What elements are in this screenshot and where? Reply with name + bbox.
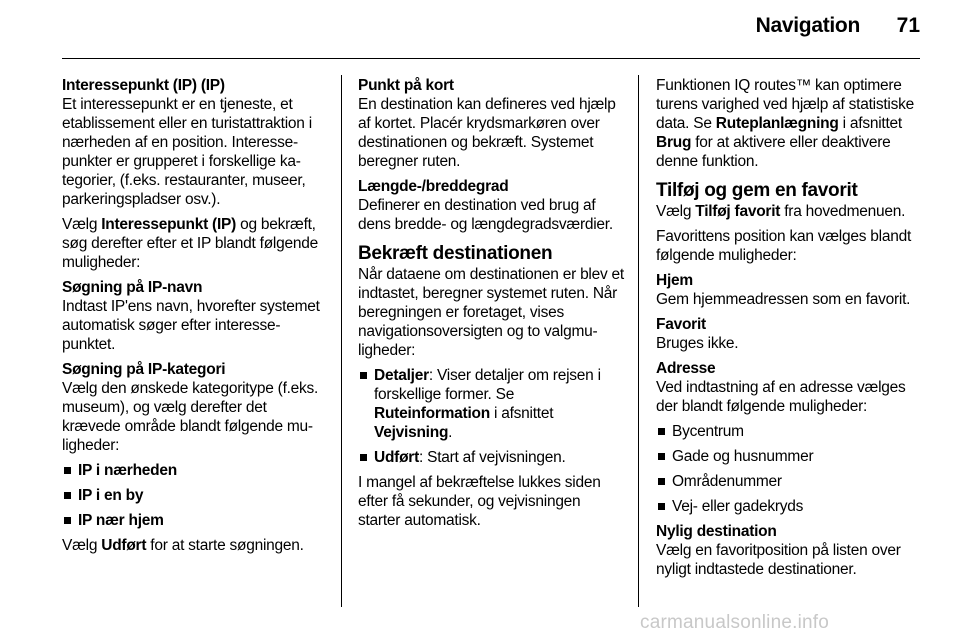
list-item (656, 422, 926, 441)
definition-hjem: Gem hjemmeadressen som en favorit. (656, 291, 911, 308)
favorite-position-text: Favorittens position kan vælges blandt følgende muligheder: (656, 228, 912, 264)
option-label: IP nær hjem (78, 512, 164, 529)
list-item (358, 366, 626, 442)
list-item (62, 486, 328, 505)
term-favorit: Favorit (656, 316, 706, 333)
list-item (656, 472, 926, 491)
definition-adresse: Ved indtastning af en adresse vælges der blandt følgende muligheder: (656, 379, 906, 415)
option-label: IP i en by (78, 487, 144, 504)
text: i afsnittet (838, 115, 902, 132)
bullet-square-icon (64, 467, 71, 474)
term-adresse: Adresse (656, 360, 716, 377)
page-number: 71 (896, 14, 920, 37)
bullet-square-icon (64, 517, 71, 524)
menu-ref-interessepunkt: Interessepunkt (IP) (101, 216, 237, 233)
text: Vælg (62, 537, 102, 554)
text: og bekræft, søg derefter efter et IP blandt følgende muligheder: (62, 216, 318, 271)
definition-interessepunkt: Et interessepunkt er en tjeneste, et etablissement eller en turistattraktion i nærheden af en position. Interessepunkter er grupperet i forskellige kategorier, (f.eks. restauranter, museer, parkeringspladser osv.). (62, 96, 312, 208)
bullet-square-icon (658, 503, 665, 510)
term-soegning-navn: Søgning på IP-navn (62, 279, 203, 296)
text: i afsnittet (489, 405, 554, 422)
heading-bekraeft-destinationen: Bekræft destinationen (358, 243, 553, 264)
definition-soegning-kategori: Vælg den ønskede kategoritype (f.eks. museum), og vælg derefter det krævede område blandt følgende muligheder: (62, 380, 319, 454)
ip-options-list (62, 461, 328, 530)
ref-ruteinformation: Ruteinformation (374, 405, 490, 422)
bullet-square-icon (64, 492, 71, 499)
definition-favorit: Bruges ikke. (656, 335, 739, 352)
text: : Start af vejvisningen. (419, 449, 566, 466)
column-2 (358, 76, 626, 536)
bullet-square-icon (658, 478, 665, 485)
bullet-square-icon (658, 428, 665, 435)
option-label: Detaljer (374, 367, 429, 384)
definition-laengde-breddegrad: Definerer en destination ved brug af dens bredde- og længdegradsværdier. (358, 197, 613, 233)
text: Vælg (656, 203, 696, 220)
list-item (62, 461, 328, 480)
menu-ref-udfoert: Udført (101, 537, 147, 554)
bullet-square-icon (360, 454, 367, 461)
term-hjem: Hjem (656, 272, 693, 289)
option-label: Bycentrum (672, 423, 744, 440)
option-label: Gade og husnummer (672, 448, 814, 465)
text: for at aktivere eller deaktivere denne funktion. (656, 134, 891, 170)
text: . (448, 424, 453, 441)
column-3 (656, 76, 926, 585)
closing-paragraph: I mangel af bekræftelse lukkes siden efter få sekunder, og vejvisningen starter automatisk. (358, 474, 601, 529)
text: Funktionen IQ routes™ kan optimere turens varighed ved hjælp af statistiske data. Se (656, 77, 914, 132)
address-options-list (656, 422, 926, 516)
term-nylig-destination: Nylig destination (656, 523, 777, 540)
option-label: Områdenummer (672, 473, 782, 490)
confirm-paragraph: Når dataene om destinationen er blev et indtastet, beregner systemet ruten. Når beregningen er foretaget, vises navigationsoversigten og to valgmuligheder: (358, 266, 624, 359)
list-item (656, 497, 926, 516)
ref-vejvisning: Vejvisning (374, 424, 449, 441)
bullet-square-icon (658, 453, 665, 460)
confirm-options-list (358, 366, 626, 467)
watermark: carmanualsonline.info (640, 612, 830, 633)
definition-punkt-paa-kort: En destination kan defineres ved hjælp af kortet. Placér krydsmarkøren over destinationen og bekræft. Systemet beregner ruten. (358, 96, 616, 170)
term-laengde-breddegrad: Længde-/breddegrad (358, 178, 509, 195)
definition-nylig-destination: Vælg en favoritposition på listen over nyligt indtastede destinationer. (656, 542, 901, 578)
ref-ruteplanlaegning: Ruteplanlægning (715, 115, 839, 132)
column-1 (62, 76, 328, 561)
option-label: Udført (374, 449, 419, 466)
bullet-square-icon (360, 372, 367, 379)
page-header-title: Navigation (755, 14, 860, 37)
term-punkt-paa-kort: Punkt på kort (358, 77, 454, 94)
column-divider-1 (341, 75, 342, 607)
definition-soegning-navn: Indtast IP'ens navn, hvorefter systemet automatisk søger efter interessepunktet. (62, 298, 320, 353)
text: Vælg (62, 216, 102, 233)
term-soegning-kategori: Søgning på IP-kategori (62, 361, 226, 378)
term-interessepunkt: Interessepunkt (IP) (IP) (62, 77, 225, 94)
heading-tilfoej-favorit: Tilføj og gem en favorit (656, 180, 858, 201)
text: : Viser detaljer om rejsen i forskellige former. Se (374, 367, 601, 403)
list-item (62, 511, 328, 530)
column-divider-2 (638, 75, 639, 607)
text: for at starte søgningen. (146, 537, 304, 554)
list-item (656, 447, 926, 466)
option-label: Vej- eller gadekryds (672, 498, 804, 515)
menu-ref-tilfoej-favorit: Tilføj favorit (695, 203, 781, 220)
header-divider (62, 58, 920, 59)
ref-brug: Brug (656, 134, 692, 151)
list-item (358, 448, 626, 467)
text: fra hovedmenuen. (780, 203, 906, 220)
option-label: IP i nærheden (78, 462, 177, 479)
